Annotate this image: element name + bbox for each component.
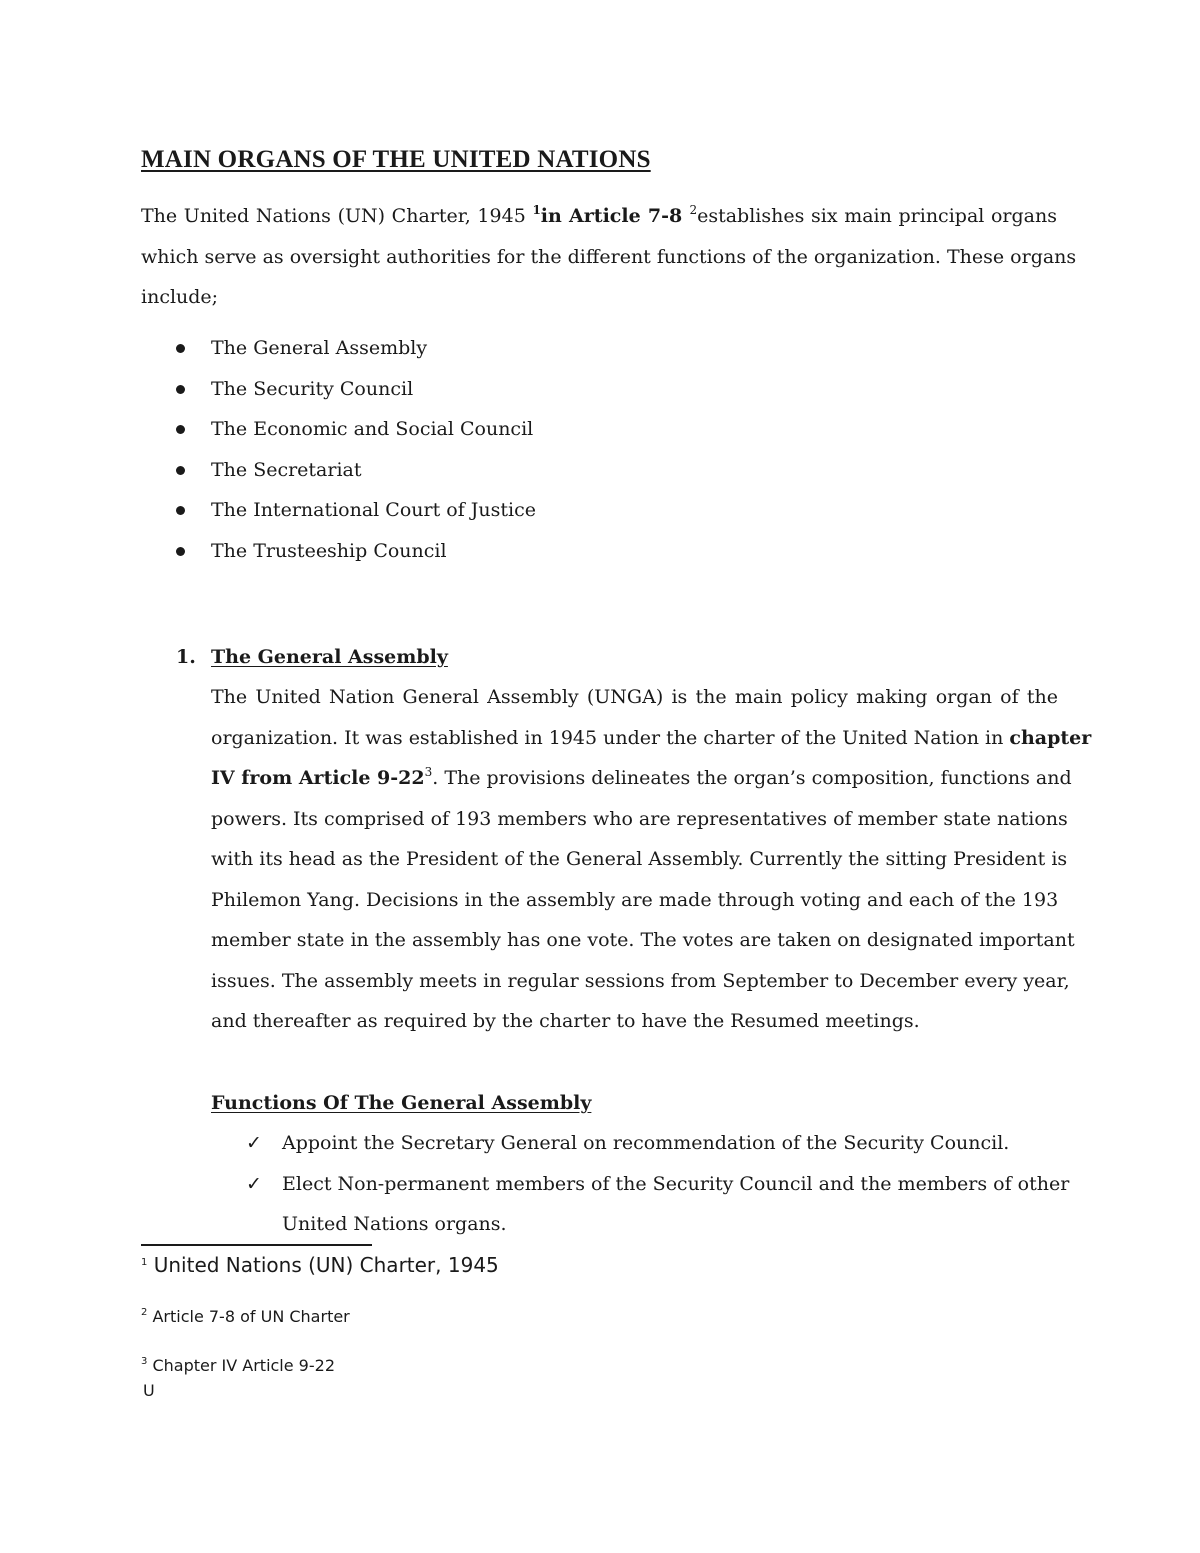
list-item: ✓ Appoint the Secretary General on recommendation of the Security Council. [246,1123,1058,1164]
paragraph-line: IV from Article $9-22^3$. The provisions delineates the organ’s composition, functions and [211,765,1072,789]
functions-heading: Functions Of The General Assembly [211,1092,592,1114]
footnote-2: $^2$ Article 7-8 of UN Charter [141,1307,350,1326]
bullet-icon [176,425,185,434]
intro-line-2: which serve as oversight authorities for the different functions of the organization. These organs [141,245,1077,268]
footnote-separator [141,1244,372,1246]
checkmark-icon: ✓ [246,1132,262,1154]
footnote-1: $^1$ United Nations (UN) Charter, 1945 [141,1253,499,1277]
paragraph-line: issues. The assembly meets in regular sessions from September to December every year, [211,969,1070,992]
bullet-icon [176,466,185,475]
paragraph-line: Philemon Yang. Decisions in the assembly are made through voting and each of the 193 [211,888,1059,911]
checkmark-icon: ✓ [246,1172,262,1195]
general-assembly-paragraph [211,677,1092,1042]
footnote-3: $^3$ Chapter IV Article 9-22 [141,1356,335,1375]
section-heading-general-assembly [176,637,448,677]
footnote-ref-2[interactable]: 2 [689,203,698,217]
article-ref: in Article 7-8 [540,205,690,227]
list-item: The Security Council [141,369,536,410]
paragraph-line: The United Nation General Assembly (UNGA) is the main policy making organ of the [211,686,1058,708]
paragraph-line: with its head as the President of the General Assembly. Currently the sitting President is [211,848,1068,870]
list-item: The International Court of Justice [141,490,536,531]
organs-list [141,328,536,571]
footnote-ref-3[interactable]: 3 [424,765,433,779]
intro-line-3: include; [141,286,219,308]
paragraph-line: organization. It was established in 1945 under the charter of the United Nation in chapter [211,726,1092,749]
paragraph-line: powers. Its comprised of 193 members who are representatives of member state nations [211,807,1068,830]
bullet-icon [176,385,185,394]
intro-line-1: The United Nations (UN) Charter, 1945 $^1$in Article 7-8 $^2$establishes six main principal organs [141,203,1057,227]
paragraph-line: and thereafter as required by the charter to have the Resumed meetings. [211,1010,920,1032]
bullet-icon [176,547,185,556]
list-item: ✓ Elect Non-permanent members of the Security Council and the members of other United Nations organs. [246,1164,1058,1245]
bullet-icon [176,506,185,515]
functions-list [246,1123,1070,1245]
list-item: The Trusteeship Council [141,531,536,572]
section-title: The General Assembly [211,646,448,668]
stray-character: U [143,1381,155,1400]
section-number: 1. [176,646,196,668]
list-item: The Economic and Social Council [141,409,536,450]
paragraph-line: member state in the assembly has one vote. The votes are taken on designated important [211,929,1075,951]
list-item: The General Assembly [141,328,536,369]
intro-paragraph [141,196,1077,318]
document-title: MAIN ORGANS OF THE UNITED NATIONS [141,146,651,173]
footnote-ref-1[interactable]: 1 [532,203,541,217]
list-item: The Secretariat [141,450,536,491]
bullet-icon [176,344,185,353]
